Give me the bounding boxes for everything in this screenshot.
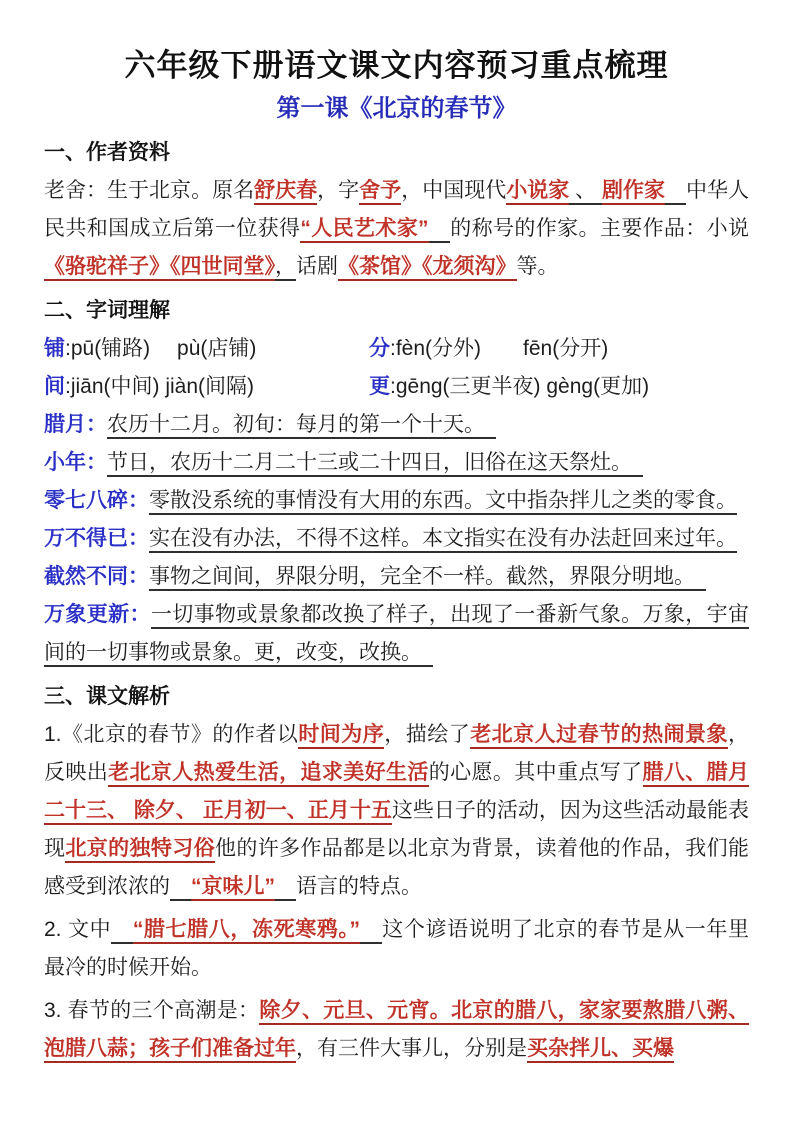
text-run: 除夕、元旦、元宵。北京的腊八，家家要熬腊八粥、泡腊八蒜；孩子们准备过年: [44, 999, 749, 1063]
pinyin-entry: [369, 330, 749, 368]
text-run: 分: [369, 337, 390, 360]
text-run: 的称号的作家。主要作品：小说: [450, 217, 750, 240]
text-run: ，: [275, 255, 296, 281]
text-run: 一切事物或景象都改换了样子，出现了一番新气象。万象，宇宙间的一切事物或景象。更，改变，改换。: [44, 603, 749, 667]
section-heading: 二、字词理解: [44, 299, 170, 322]
text-run: 截然不同：: [44, 565, 149, 588]
text-run: 2. 文中: [44, 918, 112, 941]
text-run: 《茶馆》《龙须沟》: [338, 255, 517, 281]
text-run: 等。: [516, 255, 559, 278]
text-run: 他的许多作品都是以北京为背景，读着他的作品，我们能感受到浓浓的: [44, 837, 749, 898]
text-run: 铺: [44, 337, 65, 360]
text-run: :gēng(三更半夜) gèng(更加): [390, 375, 650, 398]
pinyin-row: [44, 330, 749, 368]
text-run: 、: [569, 179, 602, 205]
text-run: 零散没系统的事情没有大用的东西。文中指杂拌儿之类的零食。: [149, 489, 737, 515]
text-run: 剧作家: [602, 179, 665, 205]
section-heading: 三、课文解析: [44, 685, 170, 708]
text-run: ，字: [317, 179, 360, 202]
text-run: 老北京人过春节的热闹景象: [470, 723, 728, 749]
doc-subtitle: 第一课《北京的春节》: [276, 95, 517, 122]
doc-title: 六年级下册语文课文内容预习重点梳理: [124, 48, 669, 83]
paragraph: [44, 444, 749, 482]
text-run: “腊七腊八，冻死寒鸦。”: [133, 918, 360, 944]
text-run: 零七八碎：: [44, 489, 149, 512]
section-heading: 一、作者资料: [44, 141, 170, 164]
text-run: :jiān(中间) jiàn(间隔): [65, 375, 255, 398]
text-run: [275, 875, 296, 901]
text-run: 1.《北京的春节》的作者以: [44, 723, 299, 746]
text-run: 节日，农历十二月二十三或二十四日，旧俗在这天祭灶。: [107, 451, 643, 477]
pinyin-row: [44, 368, 749, 406]
text-run: 的心愿。其中重点写了: [428, 761, 643, 784]
text-run: :pū(铺路) pù(店铺): [65, 337, 257, 360]
text-run: 更: [369, 375, 390, 398]
text-run: ，中国现代: [401, 179, 507, 202]
paragraph: [44, 558, 749, 596]
paragraph: [44, 992, 749, 1068]
text-run: 农历十二月。初旬：每月的第一个十天。: [107, 413, 496, 439]
text-run: 老北京人热爱生活，追求美好生活: [108, 761, 429, 787]
text-run: 腊八、腊月二十三、 除夕、 正月初一、正月十五: [44, 761, 749, 825]
text-run: 语言的特点。: [296, 875, 422, 898]
text-run: 腊月：: [44, 413, 107, 436]
paragraph: [44, 406, 749, 444]
document-body: [44, 134, 749, 1068]
text-run: :fèn(分外) fēn(分开): [390, 337, 609, 360]
text-run: ，有三件大事儿，分别是: [296, 1037, 527, 1060]
text-run: 间: [44, 375, 65, 398]
text-run: 舍予: [359, 179, 401, 205]
text-run: 万象更新：: [44, 603, 151, 626]
text-run: [111, 918, 133, 944]
text-run: [429, 217, 451, 243]
text-run: ，描绘了: [384, 723, 471, 746]
text-run: 3. 春节的三个高潮是：: [44, 999, 260, 1022]
text-run: 北京的独特习俗: [65, 837, 215, 863]
text-run: 事物之间间，界限分明，完全不一样。截然，界限分明地。: [149, 565, 706, 591]
text-run: 中华人民共和国成立后第一位获得: [44, 179, 750, 240]
text-run: 这个谚语说明了北京的春节是从一年里最冷的时候开始。: [44, 918, 750, 979]
paragraph: [44, 911, 749, 987]
text-run: 小说家: [506, 179, 569, 205]
text-run: 老舍：生于北京。原名: [44, 179, 255, 202]
text-run: [360, 918, 382, 944]
text-run: 话剧: [296, 255, 338, 278]
paragraph: [44, 716, 749, 906]
text-run: 《骆驼祥子》《四世同堂》: [44, 255, 275, 281]
pinyin-entry: [44, 368, 369, 406]
text-run: “京味儿”: [191, 875, 275, 901]
paragraph: [44, 596, 749, 672]
text-run: 这些日子的活动，因为这些活动最能表现: [44, 799, 749, 860]
paragraph: [44, 482, 749, 520]
text-run: “人民艺术家”: [300, 217, 428, 243]
text-run: [170, 875, 191, 901]
text-run: 时间为序: [298, 723, 384, 749]
text-run: 实在没有办法，不得不这样。本文指实在没有办法赶回来过年。: [149, 527, 737, 553]
pinyin-entry: [44, 330, 369, 368]
text-run: 舒庆春: [254, 179, 317, 205]
text-run: 小年：: [44, 451, 107, 474]
text-run: ，反映出: [44, 723, 750, 784]
text-run: [665, 179, 686, 205]
text-run: 买杂拌儿、买爆: [527, 1037, 674, 1063]
paragraph: [44, 172, 749, 286]
paragraph: [44, 520, 749, 558]
text-run: 万不得已：: [44, 527, 149, 550]
pinyin-entry: [369, 368, 749, 406]
